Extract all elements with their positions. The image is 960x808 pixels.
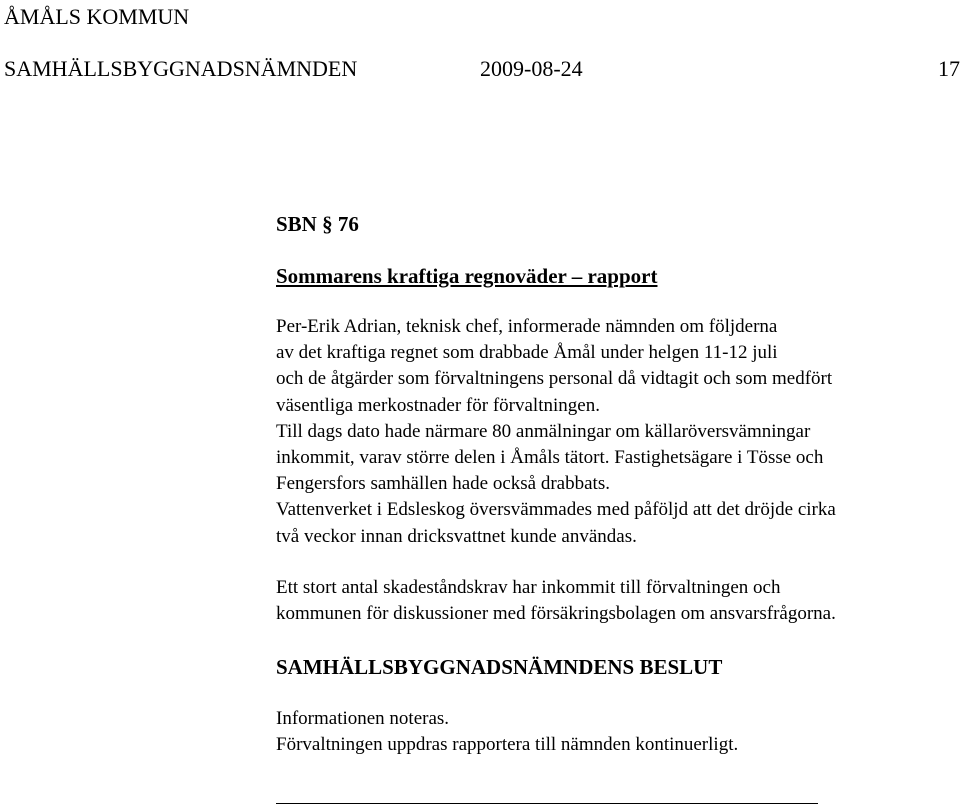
report-paragraph-1 bbox=[276, 314, 836, 550]
text-line: Informationen noteras. bbox=[276, 708, 450, 729]
text-line: kommunen för diskussioner med försäkringsbolagen om ansvarsfrågorna. bbox=[276, 603, 836, 625]
text-line: två veckor innan dricksvattnet kunde användas. bbox=[276, 525, 637, 547]
text-line: väsentliga merkostnader för förvaltningen. bbox=[276, 394, 600, 416]
decision-text bbox=[276, 706, 738, 758]
text-line: Per-Erik Adrian, teknisk chef, informerade nämnden om följderna bbox=[276, 316, 778, 337]
board-name: SAMHÄLLSBYGGNADSNÄMNDEN bbox=[4, 56, 358, 81]
text-line: och de åtgärder som förvaltningens personal då vidtagit och som medfört bbox=[276, 368, 833, 390]
municipality-name: ÅMÅLS KOMMUN bbox=[4, 4, 190, 29]
section-title: Sommarens kraftiga regnoväder – rapport bbox=[276, 264, 658, 288]
text-line: Fengersfors samhällen hade också drabbats. bbox=[276, 473, 610, 495]
text-line: Vattenverket i Edsleskog översvämmades med påföljd att det dröjde cirka bbox=[276, 499, 836, 521]
text-line: Till dags dato hade närmare 80 anmälningar om källaröversvämningar bbox=[276, 420, 811, 442]
report-paragraph-2 bbox=[276, 575, 836, 627]
page-number: 17 bbox=[938, 56, 960, 81]
decision-heading: SAMHÄLLSBYGGNADSNÄMNDENS BESLUT bbox=[276, 655, 723, 679]
text-line: Förvaltningen uppdras rapportera till nämnden kontinuerligt. bbox=[276, 734, 739, 756]
text-line: Ett stort antal skadeståndskrav har inkommit till förvaltningen och bbox=[276, 577, 781, 598]
section-number: SBN § 76 bbox=[276, 212, 359, 236]
text-line: av det kraftiga regnet som drabbade Åmål under helgen 11-12 juli bbox=[276, 342, 778, 364]
end-rule-divider bbox=[276, 803, 818, 804]
meeting-date: 2009-08-24 bbox=[480, 56, 583, 81]
text-line: inkommit, varav större delen i Åmåls tätort. Fastighetsägare i Tösse och bbox=[276, 447, 824, 469]
